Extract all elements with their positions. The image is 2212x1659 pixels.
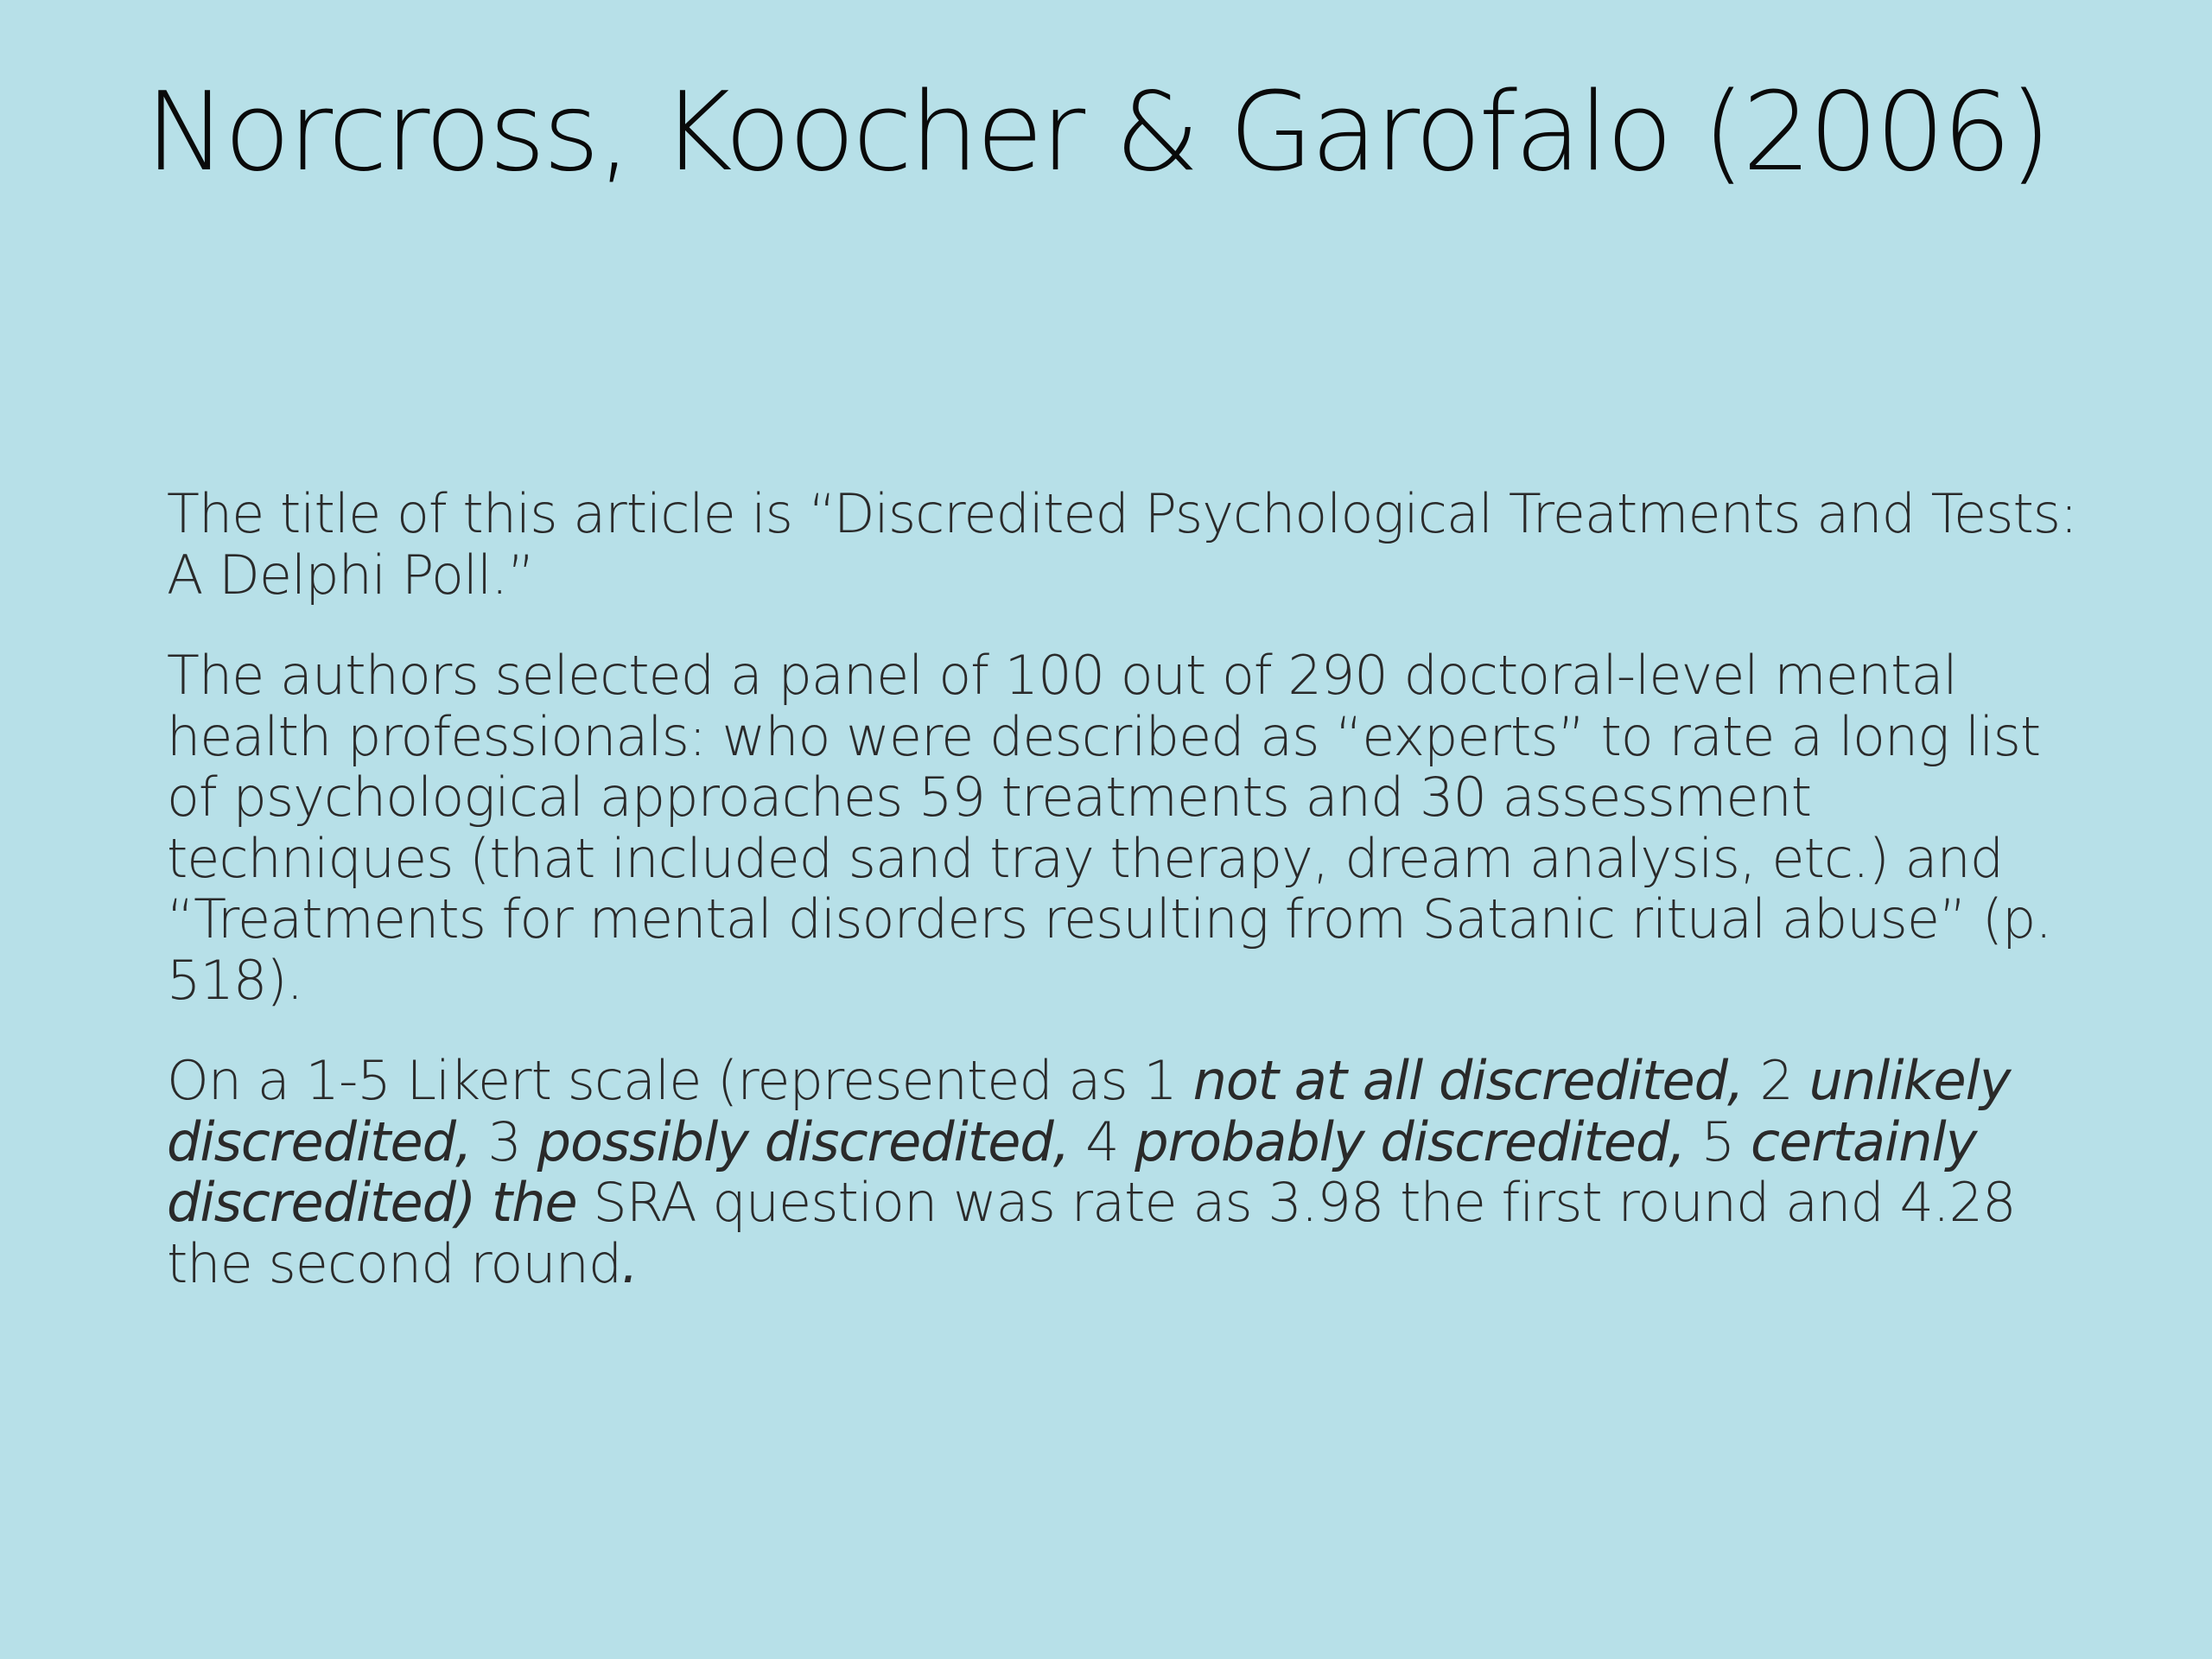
likert-text: On a 1-5 Likert scale (represented as 1 — [167, 1049, 1193, 1112]
likert-label-5: certainly discredited) the — [167, 1109, 1977, 1234]
likert-text: 4 — [1069, 1109, 1135, 1173]
paragraph-panel-description: The authors selected a panel of 100 out of 290 doctoral-level mental health professionals: who were described as “experts” to rate a long list of psychological approaches 59 treatments and 30 assessment techniques (that included sand tray therapy, dream analysis, etc.) and “Treatments for mental disorders resulting from Satanic ritual abuse” (p. 518). — [167, 644, 2052, 1012]
paragraph-likert-results — [167, 1051, 2094, 1294]
likert-label-4: probably discredited, — [1135, 1109, 1686, 1173]
likert-text: SRA question was rate as 3.98 the first round and 4.28 the second round — [167, 1171, 2016, 1295]
likert-period: . — [621, 1231, 639, 1295]
likert-label-3: possibly discredited, — [537, 1109, 1070, 1173]
likert-text: 3 — [471, 1109, 537, 1173]
likert-text: 5 — [1685, 1109, 1751, 1173]
slide-title: Norcross, Koocher & Garofalo (2006) — [145, 68, 2050, 195]
slide-body — [167, 484, 2094, 1334]
likert-text: 2 — [1743, 1049, 1809, 1112]
likert-label-1: not at all discredited, — [1192, 1049, 1744, 1112]
likert-label-2: unlikely discredited, — [167, 1049, 2011, 1173]
paragraph-article-title: The title of this article is “Discredited Psychological Treatments and Tests: A Delphi Poll.” — [167, 482, 2077, 607]
